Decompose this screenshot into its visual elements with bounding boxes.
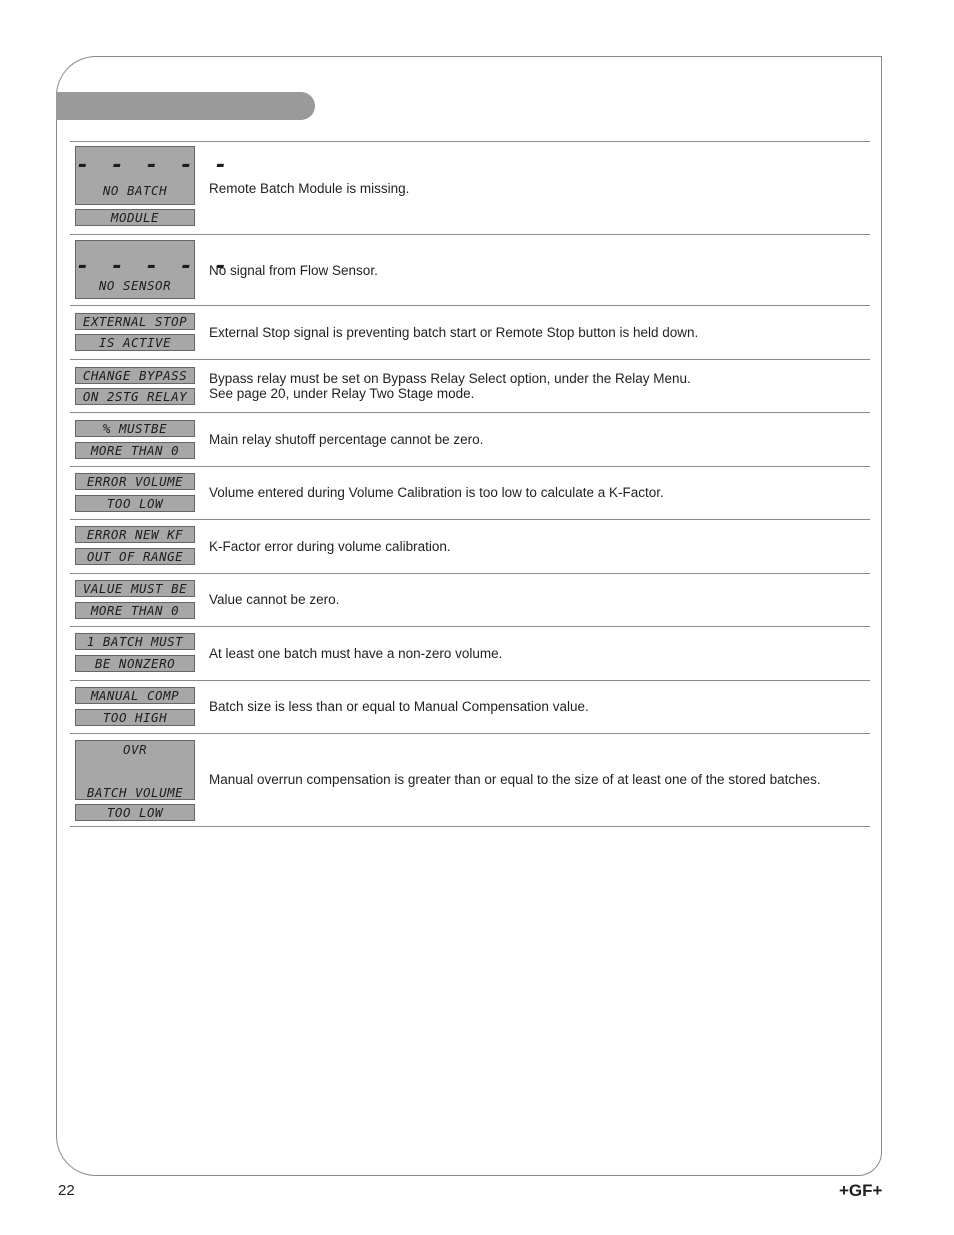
lcd-line: NO BATCH (102, 183, 168, 198)
lcd-line: MODULE (75, 209, 195, 226)
table-row (70, 413, 870, 467)
table-row (70, 734, 870, 827)
lcd-line: TOO LOW (75, 495, 195, 512)
table-row (70, 520, 870, 574)
table-row (70, 627, 870, 681)
row-description: Volume entered during Volume Calibration is too low to calculate a K-Factor. (209, 485, 664, 500)
lcd-line: 1 BATCH MUST (75, 633, 195, 650)
row-description: Value cannot be zero. (209, 592, 340, 607)
lcd-line: ON 2STG RELAY (75, 388, 195, 405)
lcd-dashes: - - - - - (76, 153, 232, 178)
row-description: Manual overrun compensation is greater than or equal to the size of at least one of the stored batches. (209, 772, 821, 787)
lcd-screen (75, 240, 232, 299)
lcd-dashes: - - - - - (76, 254, 232, 279)
lcd-line: TOO HIGH (75, 709, 195, 726)
row-description: No signal from Flow Sensor. (209, 263, 378, 278)
table-row (70, 306, 870, 360)
lcd-line: BATCH VOLUME (86, 785, 184, 800)
lcd-line: ERROR NEW KF (75, 526, 195, 543)
lcd-line: NO SENSOR (98, 278, 172, 293)
table-row (70, 360, 870, 413)
lcd-line: % MUSTBE (75, 420, 195, 437)
lcd-line: EXTERNAL STOP (75, 313, 195, 330)
lcd-line: MORE THAN 0 (75, 602, 195, 619)
lcd-screen (75, 146, 232, 205)
row-description: At least one batch must have a non-zero volume. (209, 646, 503, 661)
lcd-line: CHANGE BYPASS (75, 367, 195, 384)
table-row (70, 142, 870, 235)
description-line: Bypass relay must be set on Bypass Relay Select option, under the Relay Menu. (209, 371, 691, 386)
page-number: 22 (58, 1182, 75, 1199)
lcd-line: OUT OF RANGE (75, 548, 195, 565)
section-header-tab (56, 92, 315, 120)
lcd-line: ERROR VOLUME (75, 473, 195, 490)
row-description: Remote Batch Module is missing. (209, 181, 410, 196)
lcd-line: OVR (122, 742, 148, 757)
gf-logo: +GF+ (839, 1181, 883, 1200)
lcd-line: BE NONZERO (75, 655, 195, 672)
error-message-table (70, 142, 870, 827)
lcd-line: MORE THAN 0 (75, 442, 195, 459)
lcd-line: TOO LOW (75, 804, 195, 821)
lcd-screen (75, 740, 195, 800)
lcd-line: MANUAL COMP (75, 687, 195, 704)
row-description: K-Factor error during volume calibration. (209, 539, 451, 554)
row-description: Batch size is less than or equal to Manual Compensation value. (209, 699, 589, 714)
lcd-line: IS ACTIVE (75, 334, 195, 351)
row-description: Main relay shutoff percentage cannot be zero. (209, 432, 484, 447)
table-row (70, 574, 870, 627)
table-row (70, 235, 870, 306)
table-row (70, 467, 870, 520)
description-line: See page 20, under Relay Two Stage mode. (209, 386, 475, 401)
lcd-line: VALUE MUST BE (75, 580, 195, 597)
table-row (70, 681, 870, 734)
row-description (209, 371, 860, 401)
row-description: External Stop signal is preventing batch start or Remote Stop button is held down. (209, 325, 699, 340)
